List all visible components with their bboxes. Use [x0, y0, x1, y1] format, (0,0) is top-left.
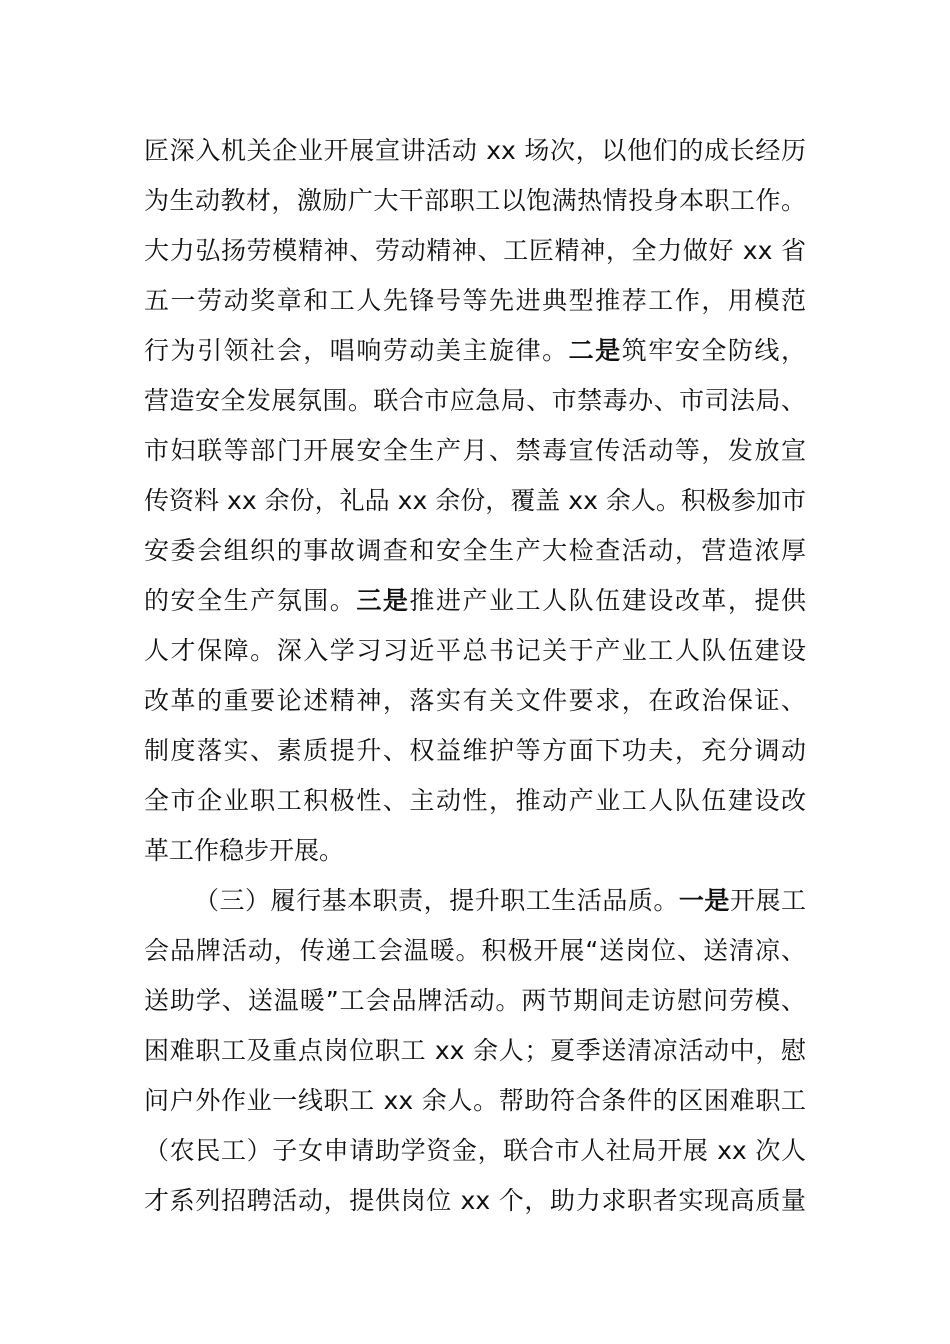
text-segment: 改革的重要论述精神，落实有关文件要求，在政治保证、 [144, 686, 806, 715]
text-segment: 送助学、送温暖”工会品牌活动。两节期间走访慰问劳模、 [144, 986, 806, 1015]
text-segment: 匠深入机关企业开展宣讲活动 xx 场次，以他们的成长经历 [144, 136, 806, 165]
text-segment: 市妇联等部门开展安全生产月、禁毒宣传活动等，发放宣 [144, 436, 806, 465]
text-line [144, 876, 806, 926]
text-line [144, 1126, 806, 1176]
bold-ordinal: 三是 [356, 586, 410, 615]
text-line [144, 1176, 806, 1226]
bold-ordinal: 二是 [568, 336, 622, 365]
text-segment: 革工作稳步开展。 [144, 836, 345, 865]
text-segment: （农民工）子女申请助学资金，联合市人社局开展 xx 次人 [144, 1136, 806, 1165]
text-segment: 制度落实、素质提升、权益维护等方面下功夫，充分调动 [144, 736, 806, 765]
text-segment: 行为引领社会，唱响劳动美主旋律。 [144, 336, 569, 365]
text-segment: 为生动教材，激励广大干部职工以饱满热情投身本职工作。 [144, 186, 806, 215]
bold-ordinal: 一是 [678, 886, 730, 915]
text-line [144, 426, 806, 476]
text-line [144, 576, 806, 626]
text-segment: （三）履行基本职责，提升职工生活品质。 [194, 886, 679, 915]
text-line [144, 626, 806, 676]
text-segment: 才系列招聘活动，提供岗位 xx 个，助力求职者实现高质量 [144, 1186, 806, 1215]
text-line [144, 926, 806, 976]
text-line [144, 1076, 806, 1126]
text-line [144, 526, 806, 576]
text-segment: 的安全生产氛围。 [144, 586, 357, 615]
text-segment: 开展工 [729, 886, 806, 915]
text-line [144, 676, 806, 726]
text-line [144, 826, 806, 876]
text-segment: 困难职工及重点岗位职工 xx 余人；夏季送清凉活动中，慰 [144, 1036, 806, 1065]
text-segment: 营造安全发展氛围。联合市应急局、市禁毒办、市司法局、 [144, 386, 806, 415]
text-line [144, 326, 806, 376]
text-line [144, 476, 806, 526]
text-segment: 安委会组织的事故调查和安全生产大检查活动，营造浓厚 [144, 536, 806, 565]
text-line [144, 126, 806, 176]
text-segment: 传资料 xx 余份，礼品 xx 余份，覆盖 xx 余人。积极参加市 [144, 486, 806, 515]
text-line [144, 226, 806, 276]
text-segment: 会品牌活动，传递工会温暖。积极开展“送岗位、送清凉、 [144, 936, 806, 965]
text-line [144, 776, 806, 826]
body-text [144, 126, 806, 1226]
text-line [144, 276, 806, 326]
text-segment: 大力弘扬劳模精神、劳动精神、工匠精神，全力做好 xx 省 [144, 236, 806, 265]
text-line [144, 376, 806, 426]
text-line [144, 976, 806, 1026]
text-segment: 全市企业职工积极性、主动性，推动产业工人队伍建设改 [144, 786, 806, 815]
text-segment: 筑牢安全防线， [621, 336, 806, 365]
text-segment: 五一劳动奖章和工人先锋号等先进典型推荐工作，用模范 [144, 286, 806, 315]
text-line [144, 176, 806, 226]
text-line [144, 726, 806, 776]
text-segment: 人才保障。深入学习习近平总书记关于产业工人队伍建设 [144, 636, 806, 665]
text-segment: 推进产业工人队伍建设改革，提供 [409, 586, 806, 615]
text-line [144, 1026, 806, 1076]
text-segment: 问户外作业一线职工 xx 余人。帮助符合条件的区困难职工 [144, 1086, 806, 1115]
